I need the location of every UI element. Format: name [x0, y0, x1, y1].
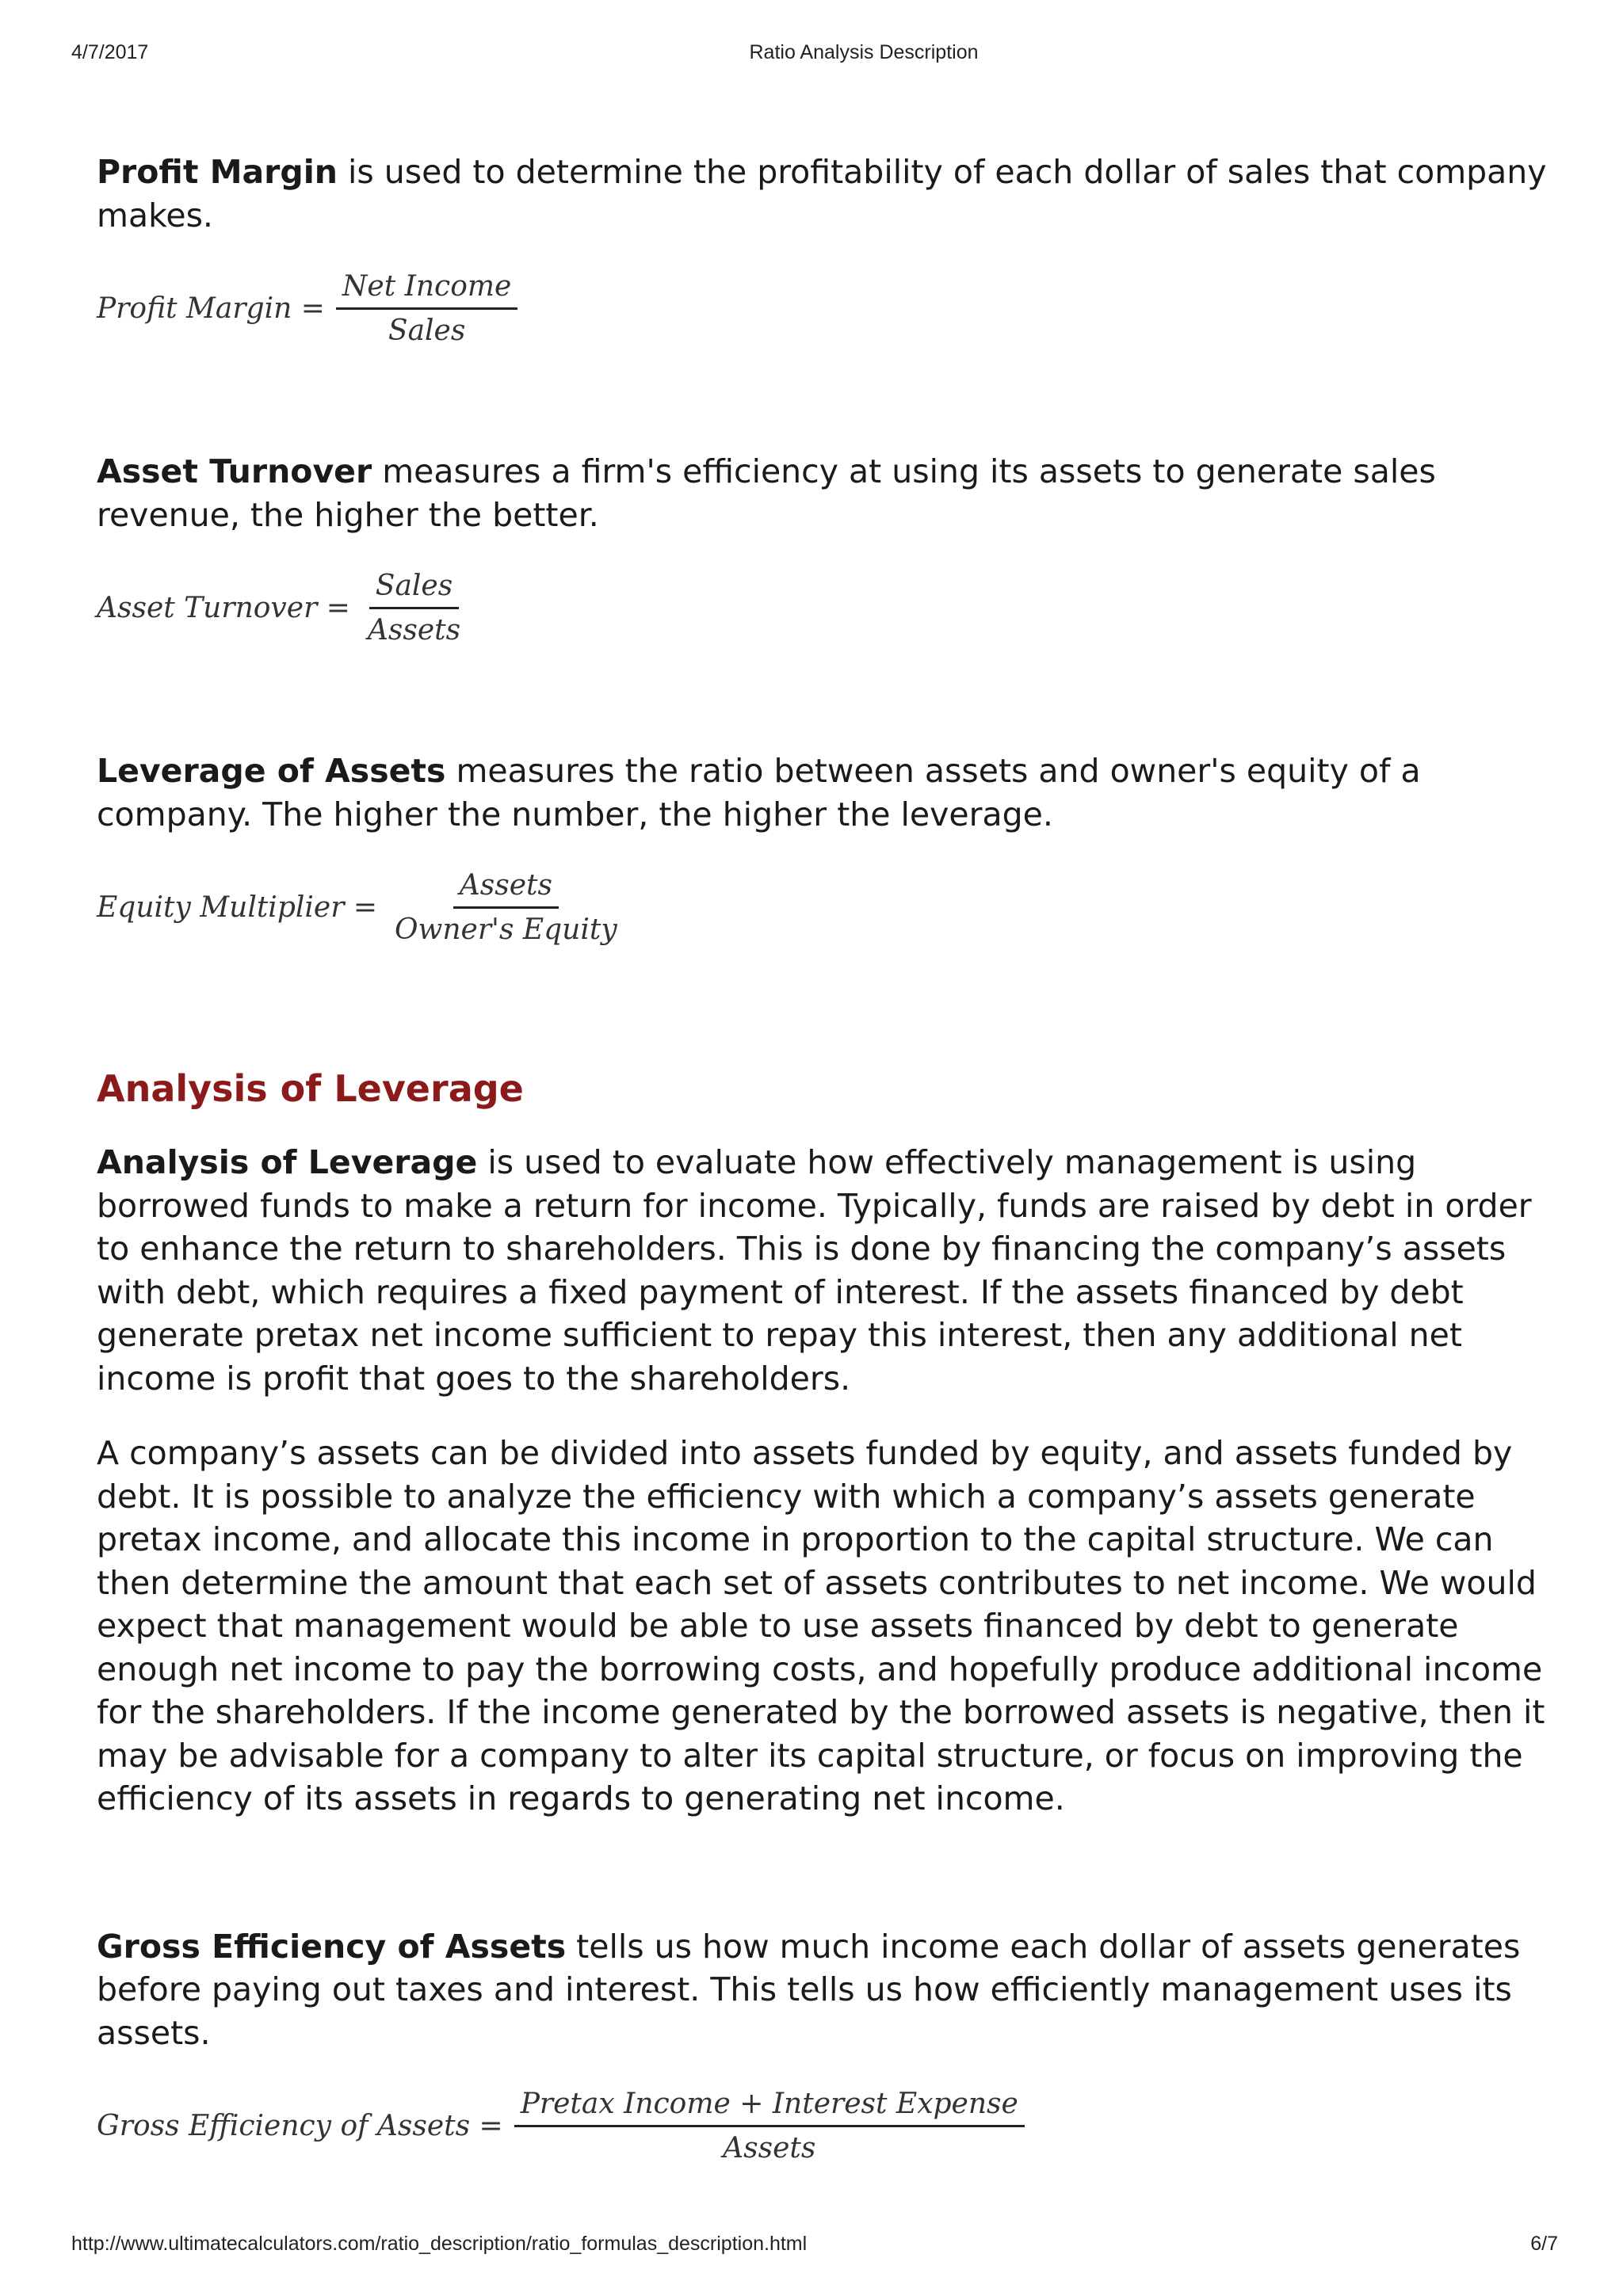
profit-margin-description	[97, 151, 1555, 237]
leverage-of-assets-text: measures the ratio between assets and owner's equity of a company. The higher the number, the higher the leverage.	[97, 752, 1421, 833]
formula-fraction	[514, 2088, 1025, 2164]
formula-lhs: Gross Efficiency of Assets =	[97, 2110, 503, 2142]
equity-multiplier-formula	[97, 869, 1555, 946]
gross-efficiency-formula	[97, 2088, 1555, 2164]
formula-fraction	[336, 270, 517, 347]
analysis-of-leverage-term: Analysis of Leverage	[97, 1143, 478, 1181]
formula-numerator: Sales	[369, 570, 459, 609]
print-title: Ratio Analysis Description	[749, 41, 979, 63]
formula-denominator: Owner's Equity	[395, 913, 617, 946]
gross-efficiency-description	[97, 1925, 1555, 2055]
print-url: http://www.ultimatecalculators.com/ratio_description/ratio_formulas_description.html	[71, 2233, 808, 2255]
formula-denominator: Sales	[388, 315, 466, 347]
print-footer	[0, 2233, 1623, 2258]
formula-fraction	[361, 570, 467, 646]
formula-lhs: Equity Multiplier =	[97, 891, 378, 924]
page-content	[97, 151, 1555, 2164]
formula-lhs: Profit Margin =	[97, 292, 325, 325]
formula-denominator: Assets	[723, 2132, 816, 2164]
profit-margin-text: is used to determine the profitability of each dollar of sales that company makes.	[97, 153, 1547, 235]
asset-turnover-term: Asset Turnover	[97, 452, 372, 490]
formula-numerator: Net Income	[336, 270, 517, 310]
profit-margin-term: Profit Margin	[97, 153, 338, 191]
print-header	[0, 41, 1623, 67]
gross-efficiency-term: Gross Efficiency of Assets	[97, 1927, 567, 1966]
formula-numerator: Pretax Income + Interest Expense	[514, 2088, 1025, 2127]
section-heading-analysis-of-leverage: Analysis of Leverage	[97, 1067, 524, 1110]
asset-turnover-formula	[97, 570, 1555, 646]
formula-numerator: Assets	[453, 869, 559, 909]
asset-turnover-text: measures a firm's efficiency at using its assets to generate sales revenue, the higher the better.	[97, 452, 1436, 534]
formula-lhs: Asset Turnover =	[97, 592, 350, 624]
formula-denominator: Assets	[367, 614, 461, 646]
leverage-of-assets-description	[97, 749, 1555, 836]
analysis-of-leverage-text: is used to evaluate how effectively management is using borrowed funds to make a return for income. Typically, funds are raised by debt in order to enhance the return to shareholders. This is done by financing the company’s assets with debt, which requires a fixed payment of interest. If the assets financed by debt generate pretax net income sufficient to repay this interest, then any additional net income is profit that goes to the shareholders.	[97, 1143, 1532, 1398]
print-page-number: 6/7	[1530, 2233, 1558, 2255]
gross-efficiency-text: tells us how much income each dollar of assets generates before paying out taxes and interest. This tells us how efficiently management uses its assets.	[97, 1927, 1521, 2052]
print-date: 4/7/2017	[71, 41, 149, 63]
formula-fraction	[388, 869, 624, 946]
profit-margin-formula	[97, 270, 1555, 347]
asset-turnover-description	[97, 450, 1555, 536]
analysis-paragraph-2: A company’s assets can be divided into assets funded by equity, and assets funded by debt. It is possible to analyze the efficiency with which a company’s assets generate pretax income, and allocate this income in proportion to the capital structure. We can then determine the amount that each set of assets contributes to net income. We would expect that management would be able to use assets financed by debt to generate enough net income to pay the borrowing costs, and hopefully produce additional income for the shareholders. If the income generated by the borrowed assets is negative, then it may be advisable for a company to alter its capital structure, or focus on improving the efficiency of its assets in regards to generating net income.	[97, 1434, 1545, 1817]
analysis-of-leverage-description	[97, 1141, 1555, 1400]
leverage-of-assets-term: Leverage of Assets	[97, 752, 446, 790]
